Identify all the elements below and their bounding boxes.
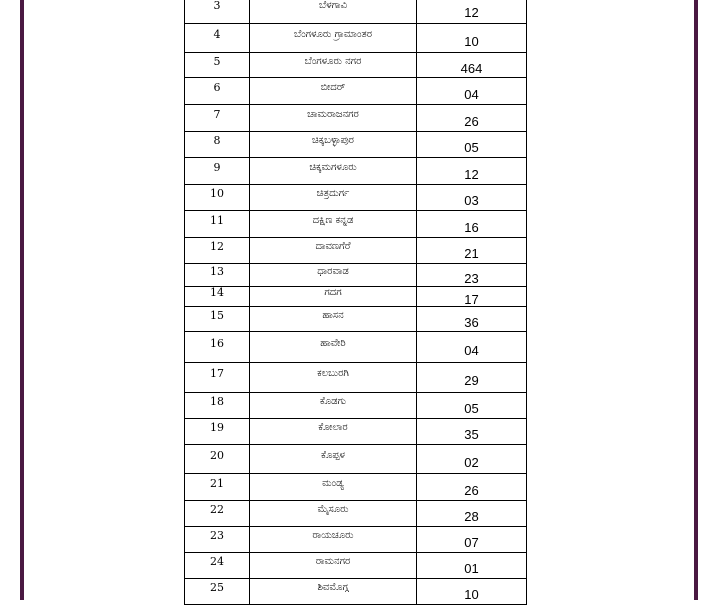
table-row (185, 307, 527, 332)
count-text: 05 (464, 401, 479, 416)
serial-number-cell (185, 501, 250, 527)
count-text: 12 (464, 4, 479, 20)
district-name-text: ಮಂಡ್ಯ (322, 477, 344, 489)
table-row (185, 78, 527, 105)
count-text: 21 (464, 246, 479, 261)
serial-number-text: 18 (210, 395, 224, 408)
serial-number-cell (185, 0, 250, 24)
table-row (185, 527, 527, 553)
district-name-cell (250, 287, 417, 307)
table-row (185, 211, 527, 238)
count-cell (417, 307, 527, 332)
serial-number-cell (185, 419, 250, 445)
count-cell (417, 158, 527, 185)
serial-number-text: 20 (210, 448, 224, 462)
count-text: 26 (464, 482, 479, 498)
serial-number-text: 25 (210, 581, 224, 594)
count-cell (417, 445, 527, 474)
table-row (185, 553, 527, 579)
table-row (185, 24, 527, 53)
serial-number-text: 24 (210, 555, 224, 568)
serial-number-text: 17 (210, 367, 224, 380)
district-name-text: ಕೊಪ್ಪಳ (321, 449, 345, 461)
table-row (185, 238, 527, 264)
district-name-cell (250, 264, 417, 287)
table-row (185, 132, 527, 158)
serial-number-cell (185, 132, 250, 158)
district-name-cell (250, 501, 417, 527)
serial-number-cell (185, 445, 250, 474)
district-name-cell (250, 419, 417, 445)
count-cell (417, 264, 527, 287)
table-body (185, 0, 527, 605)
district-name-cell (250, 474, 417, 501)
serial-number-text: 9 (213, 160, 221, 174)
table-row (185, 105, 527, 132)
count-cell (417, 501, 527, 527)
serial-number-text: 10 (210, 187, 224, 200)
district-name-text: ಬೆಳಗಾವಿ (318, 0, 348, 11)
count-text: 28 (464, 509, 479, 524)
district-name-text: ಚಿತ್ರದುರ್ಗ (316, 188, 350, 199)
district-name-cell (250, 78, 417, 105)
count-text: 29 (464, 373, 479, 388)
district-name-text: ಕೋಲಾರ (318, 422, 348, 433)
count-text: 17 (464, 292, 479, 307)
count-cell (417, 24, 527, 53)
district-name-cell (250, 211, 417, 238)
serial-number-text: 7 (213, 107, 221, 121)
serial-number-cell (185, 579, 250, 605)
district-name-text: ರಾಯಚೂರು (312, 530, 354, 541)
serial-number-cell (185, 24, 250, 53)
count-text: 05 (464, 140, 479, 155)
count-text: 35 (464, 427, 479, 442)
serial-number-text: 13 (210, 264, 224, 278)
district-name-text: ಬೆಂಗಳೂರು ಗ್ರಾಮಾಂತರ (294, 28, 372, 40)
district-name-cell (250, 0, 417, 24)
serial-number-text: 12 (210, 240, 224, 253)
district-name-text: ಗದಗ (324, 287, 342, 298)
serial-number-cell (185, 264, 250, 287)
district-name-text: ಧಾರವಾಡ (317, 265, 349, 277)
district-name-cell (250, 393, 417, 419)
serial-number-text: 14 (210, 286, 224, 299)
serial-number-text: 6 (213, 80, 221, 94)
district-name-cell (250, 132, 417, 158)
count-cell (417, 238, 527, 264)
serial-number-cell (185, 185, 250, 211)
count-cell (417, 78, 527, 105)
serial-number-text: 22 (210, 503, 224, 516)
count-cell (417, 185, 527, 211)
district-name-cell (250, 527, 417, 553)
serial-number-cell (185, 393, 250, 419)
count-text: 36 (464, 314, 479, 330)
district-name-cell (250, 53, 417, 78)
district-name-cell (250, 105, 417, 132)
table-row (185, 264, 527, 287)
count-cell (417, 211, 527, 238)
district-name-cell (250, 445, 417, 474)
serial-number-cell (185, 287, 250, 307)
serial-number-cell (185, 474, 250, 501)
table-row (185, 579, 527, 605)
district-table (184, 0, 527, 605)
count-cell (417, 527, 527, 553)
count-text: 03 (464, 193, 479, 208)
district-name-text: ರಾಮನಗರ (315, 556, 351, 567)
count-cell (417, 105, 527, 132)
count-text: 12 (464, 166, 479, 182)
serial-number-cell (185, 527, 250, 553)
count-text: 01 (464, 561, 479, 576)
count-text: 26 (464, 113, 479, 129)
district-name-text: ಚಿಕ್ಕಬಳ್ಳಾಪುರ (312, 135, 354, 146)
district-name-cell (250, 185, 417, 211)
serial-number-text: 23 (210, 529, 224, 542)
count-text: 16 (464, 219, 479, 235)
table-row (185, 393, 527, 419)
serial-number-cell (185, 78, 250, 105)
serial-number-cell (185, 53, 250, 78)
serial-number-text: 3 (213, 0, 221, 12)
serial-number-text: 21 (210, 476, 224, 490)
district-name-cell (250, 24, 417, 53)
table-row (185, 363, 527, 393)
district-name-text: ಹಾವೇರಿ (320, 337, 346, 349)
district-name-cell (250, 332, 417, 363)
serial-number-text: 5 (213, 54, 221, 68)
serial-number-cell (185, 553, 250, 579)
serial-number-cell (185, 211, 250, 238)
district-name-text: ದಕ್ಷಿಣ ಕನ್ನಡ (312, 214, 354, 226)
count-text: 464 (460, 60, 483, 76)
serial-number-text: 15 (210, 308, 224, 322)
serial-number-text: 4 (213, 27, 221, 41)
count-text: 10 (464, 33, 479, 49)
table-row (185, 158, 527, 185)
serial-number-cell (185, 307, 250, 332)
district-name-cell (250, 553, 417, 579)
district-name-text: ಬೆಂಗಳೂರು ನಗರ (304, 55, 362, 67)
serial-number-cell (185, 238, 250, 264)
serial-number-cell (185, 158, 250, 185)
count-text: 04 (464, 342, 479, 358)
serial-number-cell (185, 363, 250, 393)
table-row (185, 0, 527, 24)
count-cell (417, 287, 527, 307)
count-cell (417, 332, 527, 363)
district-name-text: ದಾವಣಗೆರೆ (315, 241, 351, 252)
district-name-text: ಶಿವಮೊಗ್ಗ (317, 582, 349, 593)
count-text: 04 (464, 86, 479, 102)
district-name-cell (250, 363, 417, 393)
district-name-cell (250, 307, 417, 332)
table-row (185, 185, 527, 211)
count-cell (417, 419, 527, 445)
page-border-right (694, 0, 698, 600)
table-row (185, 474, 527, 501)
serial-number-text: 19 (210, 421, 224, 434)
count-text: 23 (464, 270, 479, 286)
district-name-text: ಚಾಮರಾಜನಗರ (307, 108, 359, 120)
serial-number-text: 16 (210, 336, 224, 350)
table-row (185, 53, 527, 78)
count-text: 07 (464, 535, 479, 550)
count-cell (417, 393, 527, 419)
serial-number-cell (185, 332, 250, 363)
district-name-text: ಹಾಸನ (322, 309, 344, 321)
table-row (185, 332, 527, 363)
count-text: 02 (464, 454, 479, 470)
district-name-cell (250, 158, 417, 185)
table-row (185, 501, 527, 527)
district-name-text: ಚಿಕ್ಕಮಗಳೂರು (309, 161, 357, 173)
table-row (185, 445, 527, 474)
district-name-cell (250, 238, 417, 264)
count-cell (417, 363, 527, 393)
count-cell (417, 579, 527, 605)
count-text: 10 (464, 587, 479, 602)
district-name-text: ಕಲಬುರಗಿ (317, 368, 349, 379)
count-cell (417, 132, 527, 158)
district-name-text: ಬೀದರ್ (320, 81, 346, 93)
table-row (185, 287, 527, 307)
table-row (185, 419, 527, 445)
serial-number-text: 11 (210, 213, 224, 227)
count-cell (417, 0, 527, 24)
serial-number-text: 8 (213, 134, 221, 147)
district-name-text: ಮೈಸೂರು (317, 504, 349, 515)
serial-number-cell (185, 105, 250, 132)
count-cell (417, 53, 527, 78)
district-name-cell (250, 579, 417, 605)
page-border-left (20, 0, 24, 600)
count-cell (417, 553, 527, 579)
district-name-text: ಕೊಡಗು (319, 396, 347, 407)
count-cell (417, 474, 527, 501)
